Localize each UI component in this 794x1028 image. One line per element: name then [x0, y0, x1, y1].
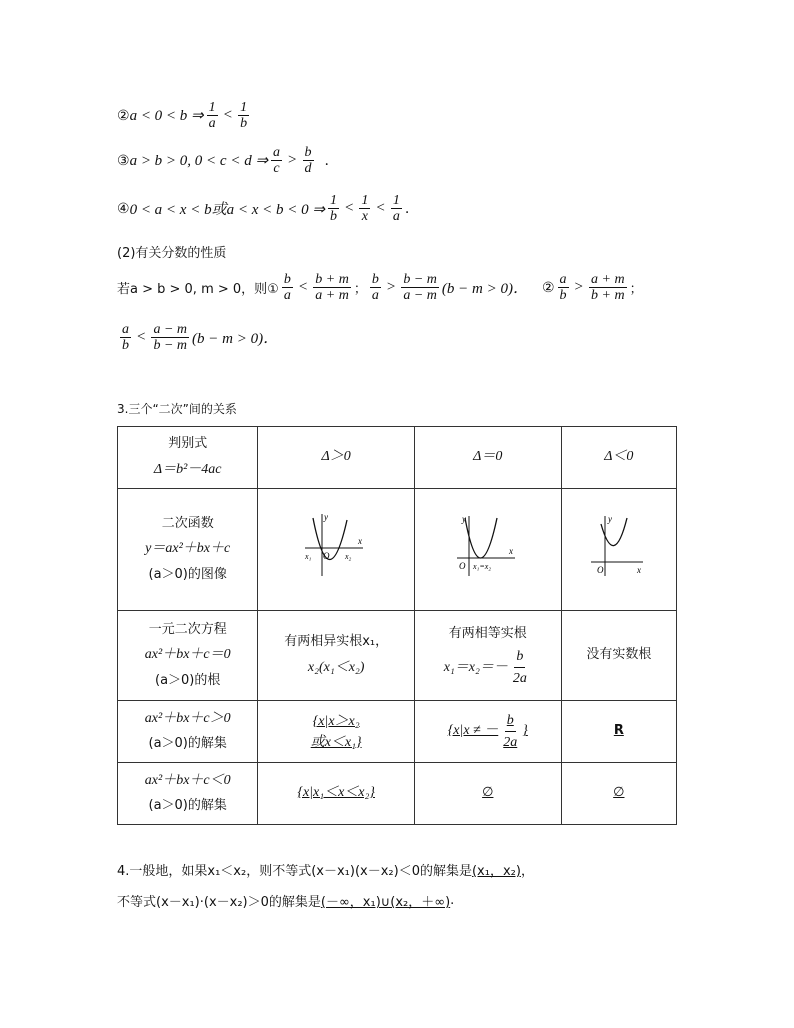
root-label: x₁=x₂ — [472, 561, 491, 571]
relation: < — [298, 279, 308, 296]
cell-line: {x|x＞x₂ — [312, 713, 360, 729]
fraction: $\frac{1}{a}$ — [208, 100, 216, 132]
formula-prefix: x₁＝x₂＝－ — [443, 659, 508, 675]
item-marker: ④ — [117, 200, 130, 217]
fraction: $\frac{b}{2a}$ — [501, 710, 519, 753]
cell-line: 有两相异实根x₁， — [284, 633, 389, 649]
section-4-line-2 — [117, 891, 454, 910]
origin-label: O — [596, 564, 604, 575]
table-row-positive-set — [118, 701, 677, 763]
section-3-heading: 3.三个“二次”间的关系 — [117, 402, 237, 416]
case-zero: Δ＝0 — [414, 427, 561, 489]
row-label-line: (a＞0)的根 — [155, 672, 221, 688]
solution-set-except-vertex — [414, 701, 561, 763]
parabola-double-root-graph — [453, 510, 523, 580]
fraction: $\frac{a}{c}$ — [273, 145, 281, 177]
row-label-line: (a＞0)的解集 — [148, 736, 227, 752]
fraction: $\frac{1}{x}$ — [361, 193, 369, 225]
property-item-3 — [117, 145, 329, 177]
case-negative: Δ＜0 — [561, 427, 676, 489]
parabola-two-roots-graph — [301, 510, 371, 580]
row-label-line: ax²＋bx＋c＜0 — [144, 772, 231, 788]
fraction: $\frac{1}{b}$ — [240, 100, 248, 132]
fraction: $\frac{a}{b}$ — [122, 322, 129, 354]
prefix: 若a > b > 0, m > 0，则① — [117, 282, 279, 298]
separator: ； — [629, 282, 643, 298]
cell-line: 有两相等实根 — [448, 625, 527, 641]
item-marker: ② — [117, 107, 130, 124]
y-label: y — [607, 513, 612, 524]
parabola-curve — [313, 518, 347, 560]
property-item-4 — [117, 193, 409, 225]
row-label-line: ax²＋bx＋c＞0 — [144, 710, 231, 726]
item-marker: ② — [541, 279, 555, 296]
relation: > — [574, 279, 584, 296]
discriminant-formula: Δ＝b²－4ac — [153, 461, 222, 477]
condition: (b − m > 0)． — [192, 331, 279, 348]
fraction: $\frac{b - m}{a - m}$ — [403, 272, 437, 304]
premise: a > b > 0, 0 < c < d ⇒ — [129, 153, 269, 170]
table-row-roots — [118, 611, 677, 701]
origin-label: O — [458, 560, 466, 571]
fraction: $\frac{1}{b}$ — [329, 193, 337, 225]
except-vertex-set — [448, 710, 528, 753]
solution-set-empty: ∅ — [414, 763, 561, 825]
solution-set-all-reals: R — [561, 701, 676, 763]
fraction: $\frac{b + m}{a + m}$ — [315, 272, 349, 304]
roots-two-distinct — [258, 611, 415, 701]
fraction: $\frac{b}{a}$ — [283, 272, 291, 304]
origin-label: O — [323, 550, 330, 561]
fraction: $\frac{b}{2a}$ — [511, 646, 529, 689]
fraction-property-line-1 — [117, 272, 643, 304]
row-label-line: (a＞0)的图像 — [148, 566, 227, 582]
root-label: x₂ — [345, 551, 352, 561]
property-item-2 — [117, 100, 252, 132]
graph-two-roots-cell — [258, 489, 415, 611]
relation: > — [288, 152, 297, 169]
fraction: $\frac{a - m}{b - m}$ — [153, 322, 188, 354]
row-label — [118, 611, 258, 701]
roots-double — [414, 611, 561, 701]
row-label-line: (a＞0)的解集 — [148, 798, 227, 814]
row-label — [118, 763, 258, 825]
end-mark: ， — [520, 864, 534, 879]
section-2-heading: (2)有关分数的性质 — [117, 246, 227, 261]
relation: > — [386, 279, 396, 296]
parabola-no-root-graph — [589, 510, 649, 580]
fraction: $\frac{b}{a}$ — [371, 272, 379, 304]
statement-text: 不等式(x－x₁)·(x－x₂)＞0的解集是 — [117, 895, 321, 910]
end-mark: . — [324, 152, 329, 169]
row-label-line: 二次函数 — [161, 515, 214, 531]
graph-no-root-cell — [561, 489, 676, 611]
table-row-negative-set — [118, 763, 677, 825]
graph-double-root-cell — [414, 489, 561, 611]
statement-text: 4.一般地，如果x₁＜x₂，则不等式(x－x₁)(x－x₂)＜0的解集是 — [117, 864, 472, 879]
solution-set-between: {x|x₁＜x＜x₂} — [258, 763, 415, 825]
cell-line: x₂(x₁＜x₂) — [307, 659, 365, 675]
fraction: $\frac{a}{b}$ — [559, 272, 567, 304]
answer-interval: (－∞，x₁)∪(x₂，＋∞) — [320, 895, 451, 910]
quadratic-relations-table — [117, 426, 677, 825]
row-label-line: y＝ax²＋bx＋c — [145, 541, 231, 557]
row-label — [118, 701, 258, 763]
x-label: x — [358, 535, 363, 546]
fraction: $\frac{a + m}{b + m}$ — [591, 272, 625, 304]
x-label: x — [636, 564, 641, 575]
answer-interval: (x₁，x₂) — [471, 864, 521, 879]
premise: 0 < a < x < b或a < x < b < 0 ⇒ — [129, 202, 325, 219]
end-mark: . — [450, 893, 455, 908]
fraction: $\frac{1}{a}$ — [392, 193, 400, 225]
y-label: y — [461, 513, 466, 524]
set-prefix: {x|x ≠ － — [447, 723, 499, 739]
solution-set-empty: ∅ — [561, 763, 676, 825]
cell-line: 或x＜x₁} — [310, 734, 362, 750]
table-row-discriminant — [118, 427, 677, 489]
fraction: $\frac{b}{d}$ — [304, 145, 312, 177]
row-label-line: 一元二次方程 — [148, 621, 227, 637]
x-label: x — [508, 545, 513, 556]
relation: < — [376, 200, 385, 217]
header-label: 判别式 — [168, 435, 208, 451]
row-label-line: ax²＋bx＋c＝0 — [144, 647, 231, 663]
section-4-line-1 — [117, 860, 534, 879]
relation: < — [137, 329, 146, 346]
item-marker: ③ — [117, 152, 130, 169]
set-suffix: } — [522, 723, 528, 739]
roots-none: 没有实数根 — [561, 611, 676, 701]
table-row-graph — [118, 489, 677, 611]
double-root-formula — [419, 646, 557, 689]
row-label — [118, 489, 258, 611]
parabola-curve — [465, 518, 497, 558]
condition: (b − m > 0)． — [441, 281, 528, 298]
y-label: y — [324, 511, 329, 522]
header-cell — [118, 427, 258, 489]
root-label: x₁ — [305, 551, 312, 561]
premise: a < 0 < b ⇒ — [129, 108, 204, 125]
separator: ； — [353, 282, 367, 298]
relation: < — [223, 107, 233, 124]
fraction-property-line-2 — [117, 322, 278, 354]
solution-set-outside — [258, 701, 415, 763]
case-positive: Δ＞0 — [258, 427, 415, 489]
relation: < — [344, 200, 354, 217]
end-mark: . — [404, 200, 410, 217]
